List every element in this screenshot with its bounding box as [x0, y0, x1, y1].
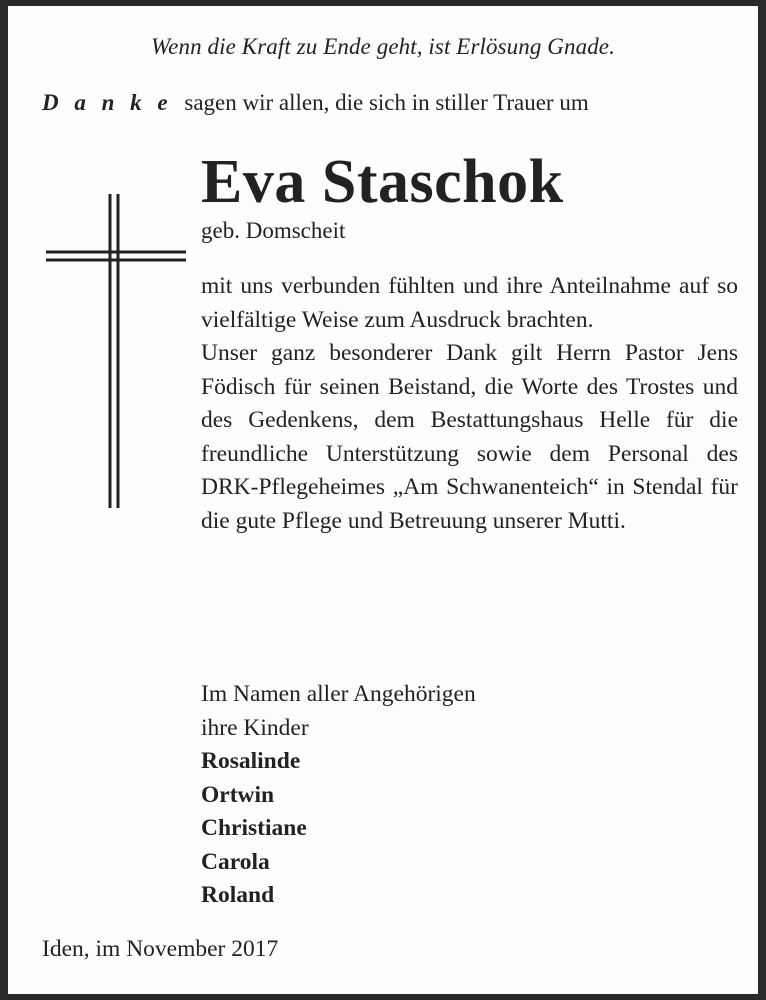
child-name: Ortwin	[201, 781, 275, 808]
latin-cross-icon	[46, 194, 186, 508]
child-name: Carola	[201, 848, 270, 875]
child-name: Christiane	[201, 815, 307, 841]
signature-line: ihre Kinder	[201, 714, 309, 741]
thanks-word: D a n k e	[42, 90, 173, 115]
motto: Wenn die Kraft zu Ende geht, ist Erlösung Gnade.	[151, 34, 615, 59]
signature-line: Im Namen aller Angehörigen	[201, 681, 476, 707]
child-name: Roland	[201, 882, 275, 908]
child-name: Rosalinde	[201, 748, 301, 774]
paragraph: mit uns verbunden fühlten und ihre Anteilnahme auf so vielfältige Weise zum Ausdruck brachten.	[201, 273, 738, 333]
birth-name: geb. Domscheit	[201, 218, 346, 243]
thanks-body	[201, 270, 738, 538]
signature-block	[201, 678, 476, 913]
thanks-line	[42, 90, 589, 116]
place-date: Iden, im November 2017	[42, 936, 279, 962]
paragraph: Unser ganz besonderer Dank gilt Herrn Pastor Jens Födisch für seinen Beistand, die Worte des Trostes und des Gedenkens, dem Bestattungshaus Helle für die freundliche Unterstützung sowie dem Personal des DRK-Pflegeheimes „Am Schwanenteich“ in Stendal für die gute Pflege und Betreuung unserer Mutti.	[201, 340, 738, 534]
deceased-name: Eva Staschok	[201, 148, 564, 216]
thanks-text: sagen wir allen, die sich in stiller Trauer um	[184, 90, 589, 115]
